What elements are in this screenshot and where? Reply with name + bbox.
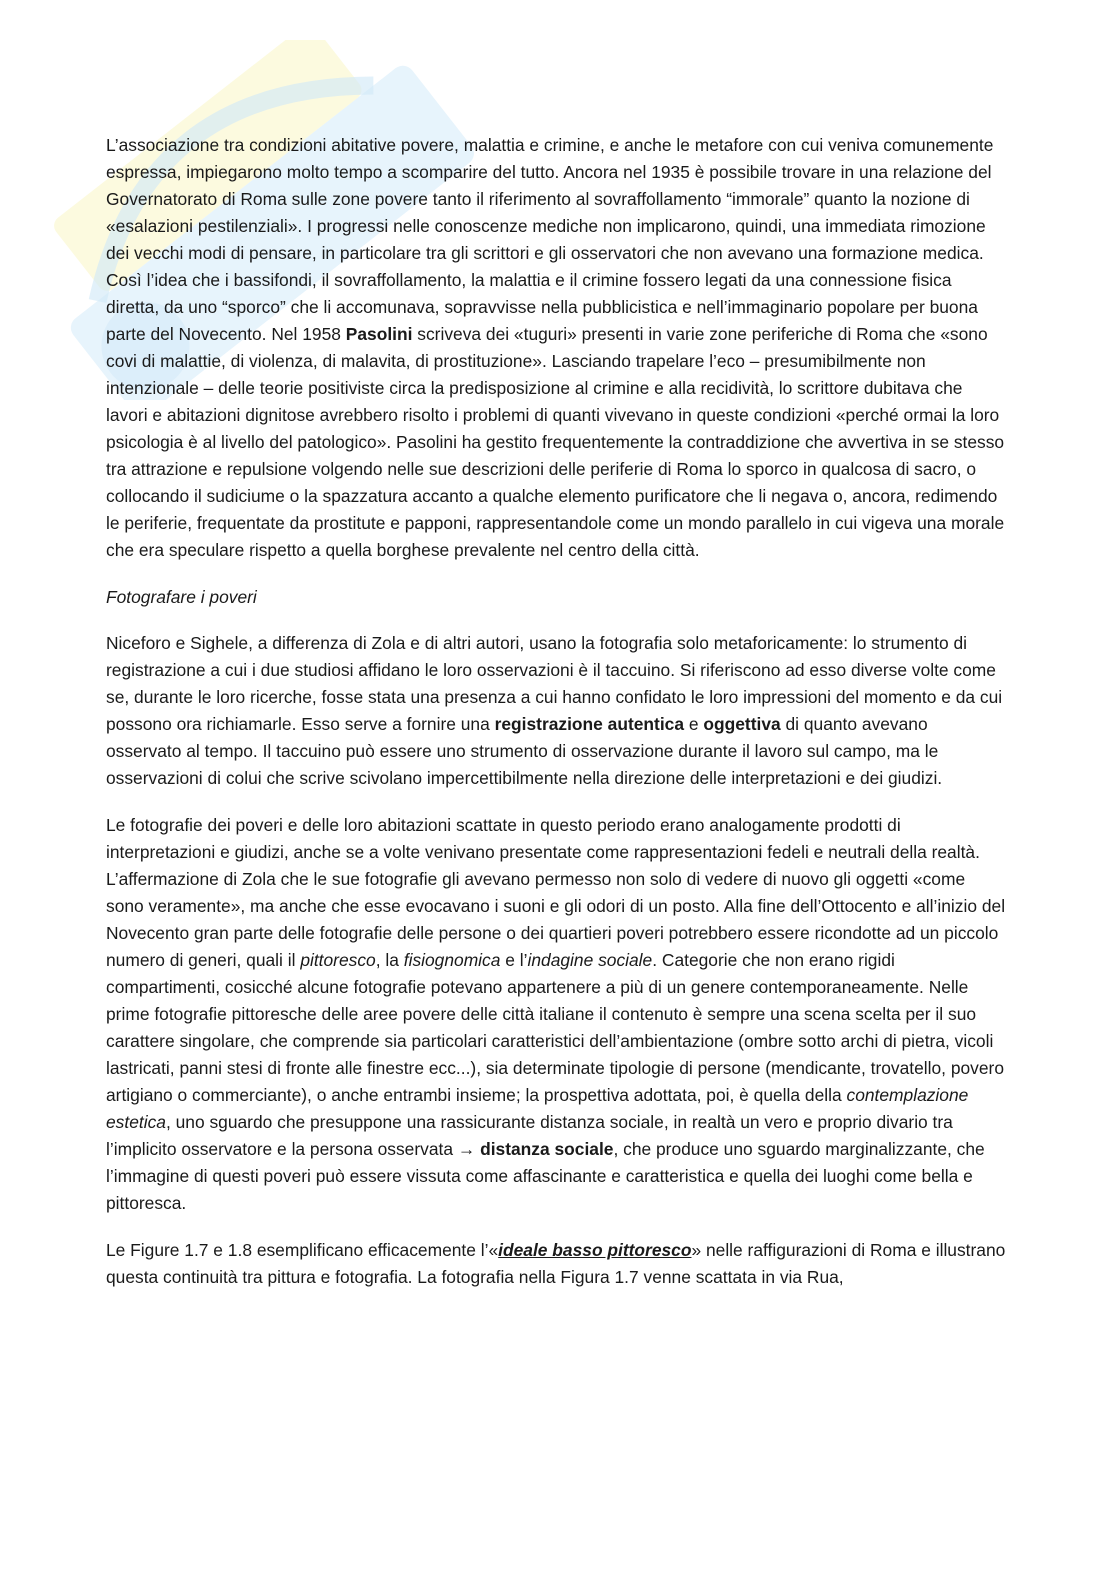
body-paragraph	[106, 812, 1006, 1217]
text-run: Niceforo e Sighele, a differenza di Zola e di altri autori, usano la fotografia solo metaforicamente: lo strumento di registrazione a cui i due studiosi affidano le loro osservazioni è il taccuino. Si riferiscono ad esso diverse volte come se, durante le loro ricerche, fosse stata una presenza a cui hanno confidato le loro impressioni del momento e da cui possono ora richiamarle. Esso serve a fornire una	[106, 633, 1003, 734]
text-run: , che produce uno sguardo marginalizzante, che l’immagine di questi poveri può essere vissuta come affascinante e caratteristica e quella dei luoghi come bella e pittoresca.	[106, 1139, 985, 1213]
text-run: e l’	[500, 950, 528, 970]
emphasis-term: ideale basso pittoresco	[498, 1240, 692, 1260]
document-body	[106, 132, 1006, 1291]
body-paragraph	[106, 630, 1006, 792]
arrow-icon: →	[457, 1139, 476, 1159]
text-run: . Categorie che non erano rigidi compartimenti, cosicché alcune fotografie potevano appartenere a più di un genere contemporaneamente. Nelle prime fotografie pittoresche delle aree povere delle città italiane il contenuto è sempre una scena scelta per il suo carattere singolare, che comprende sia particolari caratteristici dell’ambientazione (ombre sotto archi di pietra, vicoli lastricati, panni stesi di fronte alle finestre ecc...), sia determinate tipologie di persone (mendicante, trovatello, povero artigiano o commerciante), o anche entrambi insieme; la prospettiva adottata, poi, è quella della	[106, 950, 1005, 1105]
section-heading	[106, 584, 1006, 611]
bold-term: Pasolini	[345, 324, 413, 344]
text-run: , la	[375, 950, 404, 970]
text-run: , uno sguardo che presuppone una rassicurante distanza sociale, in realtà un vero e proprio divario tra l’implicito osservatore e la persona osservata	[106, 1112, 953, 1159]
text-run: » nelle raffigurazioni di Roma e illustrano questa continuità tra pittura e fotografia. La fotografia nella Figura 1.7 venne scattata in via Rua,	[106, 1240, 1006, 1287]
text-run: e	[684, 714, 704, 734]
italic-term: pittoresco	[300, 950, 376, 970]
bold-term: distanza sociale	[480, 1139, 614, 1159]
document-page	[106, 132, 1006, 1311]
text-run: Le Figure 1.7 e 1.8 esemplificano efficacemente l’«	[106, 1240, 499, 1260]
bold-term: registrazione autentica	[494, 714, 685, 734]
body-paragraph	[106, 1237, 1006, 1291]
italic-term: contemplazione estetica	[106, 1085, 969, 1132]
body-paragraph	[106, 132, 1006, 564]
text-run: Fotografare i poveri	[106, 587, 257, 607]
text-run: L’associazione tra condizioni abitative povere, malattia e crimine, e anche le metafore con cui veniva comunemente espressa, impiegarono molto tempo a scomparire del tutto. Ancora nel 1935 è possibile trovare in una relazione del Governatorato di Roma sulle zone povere tanto il riferimento al sovraffollamento “immorale” quanto la nozione di «esalazioni pestilenziali». I progressi nelle conoscenze mediche non implicarono, quindi, una immediata rimozione dei vecchi modi di pensare, in particolare tra gli scrittori e gli osservatori che non avevano una formazione medica. Così l’idea che i bassifondi, il sovraffollamento, la malattia e il crimine fossero legati da una connessione fisica diretta, da uno “sporco” che li accomunava, sopravvisse nella pubblicistica e nell’immaginario popolare per buona parte del Novecento. Nel 1958	[106, 135, 994, 344]
italic-term: indagine sociale	[527, 950, 653, 970]
text-run: scriveva dei «tuguri» presenti in varie zone periferiche di Roma che «sono covi di malattie, di violenza, di malavita, di prostituzione». Lasciando trapelare l’eco – presumibilmente non intenzionale – delle teorie positiviste circa la predisposizione al crimine e alla recidività, lo scrittore dubitava che lavori e abitazioni dignitose avrebbero risolto i problemi di quanti vivevano in queste condizioni «perché ormai la loro psicologia è al livello del patologico». Pasolini ha gestito frequentemente la contraddizione che avvertiva in se stesso tra attrazione e repulsione volgendo nelle sue descrizioni delle periferie di Roma lo sporco in qualcosa di sacro, o collocando il sudiciume o la spazzatura accanto a qualche elemento purificatore che li negava o, ancora, redimendo le periferie, frequentate da prostitute e papponi, rappresentandole come un mondo parallelo in cui vigeva una morale che era speculare rispetto a quella borghese prevalente nel centro della città.	[106, 324, 1005, 560]
text-run: Le fotografie dei poveri e delle loro abitazioni scattate in questo periodo erano analogamente prodotti di interpretazioni e giudizi, anche se a volte venivano presentate come rappresentazioni fedeli e neutrali della realtà. L’affermazione di Zola che le sue fotografie gli avevano permesso non solo di vedere di nuovo gli oggetti «come sono veramente», ma anche che esse evocavano i suoni e gli odori di un posto. Alla fine dell’Ottocento e all’inizio del Novecento gran parte delle fotografie delle persone o dei quartieri poveri potrebbero essere ricondotte ad un piccolo numero di generi, quali il	[106, 815, 1006, 970]
bold-term: oggettiva	[703, 714, 781, 734]
text-run: di quanto avevano osservato al tempo. Il taccuino può essere uno strumento di osservazione durante il lavoro sul campo, ma le osservazioni di colui che scrive scivolano impercettibilmente nella direzione delle interpretazioni e dei giudizi.	[106, 714, 943, 788]
italic-term: fisiognomica	[403, 950, 501, 970]
